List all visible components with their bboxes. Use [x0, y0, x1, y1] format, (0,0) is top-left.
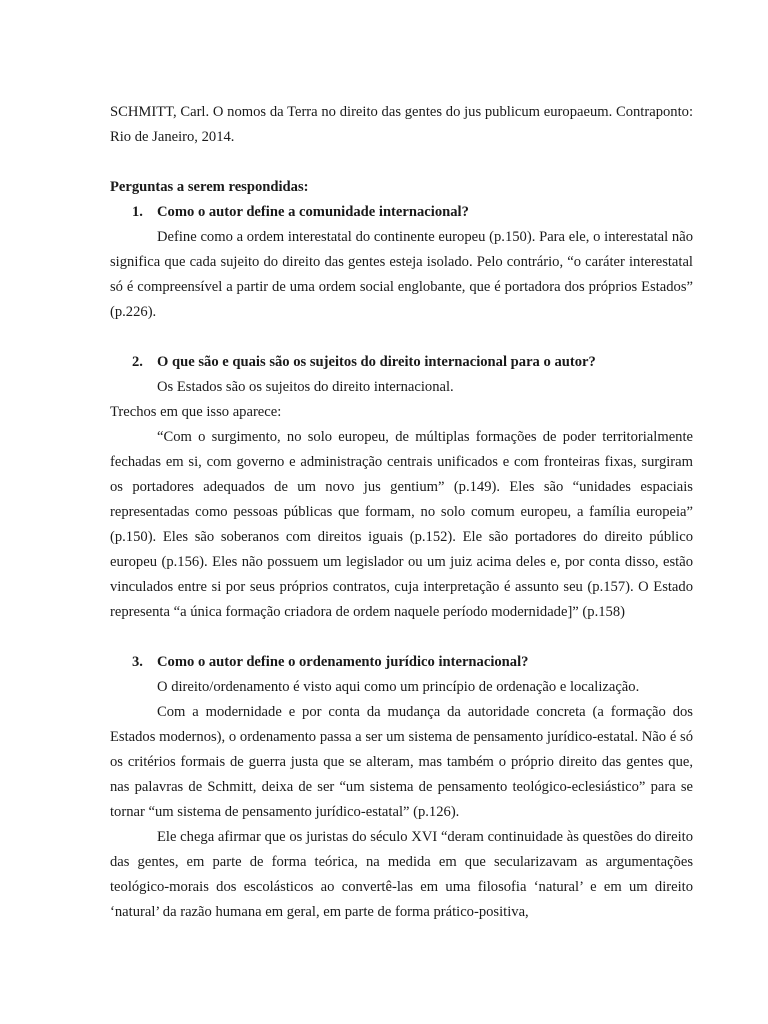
bibliographic-reference: SCHMITT, Carl. O nomos da Terra no direito das gentes do jus publicum europaeum. Contraponto: Rio de Janeiro, 2014.	[110, 104, 693, 145]
document-body	[110, 100, 693, 925]
answer-paragraph: Define como a ordem interestatal do continente europeu (p.150). Para ele, o interestatal não significa que cada sujeito do direito das gentes esteja isolado. Pelo contrário, “o caráter interestatal só é compreensível a partir de uma ordem social englobante, que é portadora dos próprios Estados” (p.226).	[110, 229, 693, 320]
section-heading: Perguntas a serem respondidas:	[110, 179, 309, 195]
spacer	[110, 625, 693, 650]
answer-paragraph: O direito/ordenamento é visto aqui como um princípio de ordenação e localização.	[157, 679, 640, 695]
answer-paragraph: “Com o surgimento, no solo europeu, de múltiplas formações de poder territorialmente fechadas em si, com governo e administração centrais unificados e com fronteiras fixas, surgiram os portadores adequados de um novo jus gentium” (p.149). Eles são “unidades espaciais representadas como pessoas públicas que formam, no solo comum europeu, a família europeia” (p.150). Eles são soberanos com direitos iguais (p.152). Ele são portadores do direito público europeu (p.156). Eles não possuem um legislador ou um juiz acima deles e, por conta disso, estão vinculados entre si por seus próprios contratos, cuja interpretação é assunto seu (p.157). O Estado representa “a única formação criadora de ordem naquele período modernidade]” (p.158)	[110, 429, 693, 620]
answer-paragraph: Os Estados são os sujeitos do direito internacional.	[157, 379, 454, 395]
question-title: Como o autor define a comunidade internacional?	[157, 204, 469, 220]
question-number: 3.	[132, 654, 143, 670]
spacer	[110, 325, 693, 350]
question-2-heading	[110, 350, 693, 375]
question-number: 2.	[132, 354, 143, 370]
question-number: 1.	[132, 204, 143, 220]
question-title: Como o autor define o ordenamento jurídico internacional?	[157, 654, 529, 670]
answer-paragraph: Ele chega afirmar que os juristas do século XVI “deram continuidade às questões do direito das gentes, em parte de forma teórica, na medida em que secularizavam as argumentações teológico-morais dos escolásticos ao convertê-las em uma filosofia ‘natural’ e em um direito ‘natural’ da razão humana em geral, em parte de forma prático-positiva,	[110, 829, 693, 920]
question-1-heading	[110, 200, 693, 225]
question-3-heading	[110, 650, 693, 675]
answer-paragraph: Trechos em que isso aparece:	[110, 404, 282, 420]
question-title: O que são e quais são os sujeitos do direito internacional para o autor?	[157, 354, 596, 370]
answer-paragraph: Com a modernidade e por conta da mudança da autoridade concreta (a formação dos Estados modernos), o ordenamento passa a ser um sistema de pensamento jurídico-estatal. Não é só os critérios formais de guerra justa que se alteram, mas também o próprio direito das gentes que, nas palavras de Schmitt, deixa de ser “um sistema de pensamento teológico-eclesiástico” para se tornar “um sistema de pensamento jurídico-estatal” (p.126).	[110, 704, 693, 820]
